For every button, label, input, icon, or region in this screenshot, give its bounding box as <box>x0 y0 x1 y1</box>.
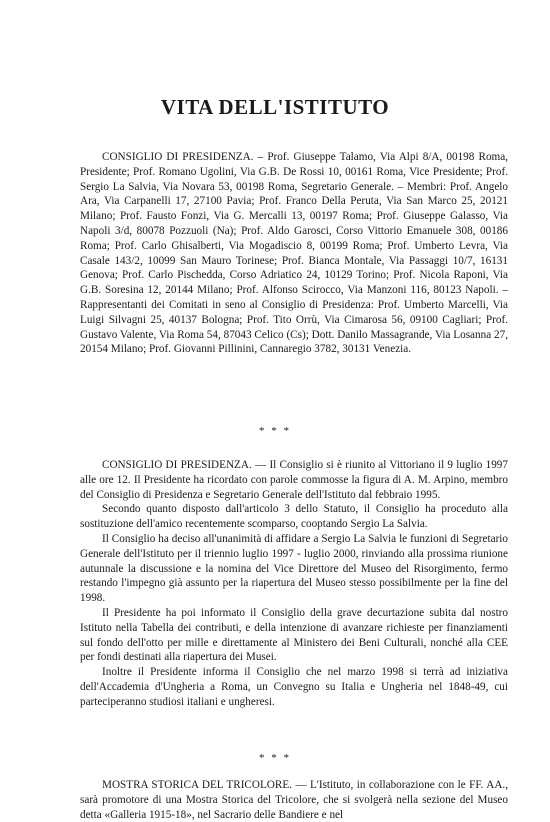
conference-paragraph: Inoltre il Presidente informa il Consiglio che nel marzo 1998 si terrà ad iniziativa dell'Accademia d'Ungheria a Roma, un Convegno su Italia e Ungheria nel 1848-49, cui parteciperanno studiosi italiani e ungheresi. <box>80 666 508 708</box>
page-title: VITA DELL'ISTITUTO <box>160 95 390 119</box>
funding-paragraph: Il Presidente ha poi informato il Consiglio della grave decurtazione subita dal nostro Istituto nella Tabella dei contributi, e della intenzione di avanzare richieste per finanziamenti sul fondo dell'otto per mille e direttamente al Ministero dei Beni Culturali, nonché alla CEE per fondi destinati alla riapertura dei Musei. <box>80 606 508 664</box>
meeting-paragraph <box>80 458 508 502</box>
secretary-paragraph: Il Consiglio ha deciso all'unanimità di affidare a Sergio La Salvia le funzioni di Segretario Generale dell'Istituto per il triennio luglio 1997 - luglio 2000, rinviando alla prossima riunione autunnale la discussione e la nomina del Vice Direttore del Museo del Risorgimento, fermo restando l'impegno già assunto per la riapertura del Museo stesso possibilmente per la fine del 1998. <box>80 532 508 605</box>
membership-paragraph <box>80 150 508 357</box>
statute-paragraph: Secondo quanto disposto dall'articolo 3 dello Statuto, il Consiglio ha proceduto alla sostituzione dell'amico recentemente scomparso, cooptando Sergio La Salvia. <box>80 503 508 531</box>
tricolore-text: — L'Istituto, in collaborazione con le FF. AA., sarà promotore di una Mostra Storica del Tricolore, che si svolgerà nella sezione del Museo detta «Galleria 1915-18», nel Sacrario delle Bandiere e nel <box>80 779 508 821</box>
tricolore-heading: MOSTRA STORICA DEL TRICOLORE. <box>102 779 292 791</box>
membership-text: – Prof. Giuseppe Talamo, Via Alpi 8/A, 00198 Roma, Presidente; Prof. Romano Ugolini, Via G.B. De Rossi 10, 00161 Roma, Vice Presidente; Prof. Sergio La Salvia, Via Novara 53, 00198 Roma, Segretario Generale. – Membri: Prof. Angelo Ara, Via Carpanelli 17, 27100 Pavia; Prof. Franco Della Peruta, Via San Marco 25, 20121 Milano; Prof. Fausto Fonzi, Via G. Mercalli 13, 00197 Roma; Prof. Giuseppe Galasso, Via Napoli 3/d, 80078 Pozzuoli (Na); Prof. Aldo Garosci, Corso Vittorio Emanuele 308, 00186 Roma; Prof. Carlo Ghisalberti, Via Mogadiscio 8, 00199 Roma; Prof. Umberto Levra, Via Casale 143/2, 10099 San Mauro Torinese; Prof. Bianca Montale, Via Passaggi 10/7, 16131 Genova; Prof. Carlo Pischedda, Corso Adriatico 24, 10129 Torino; Prof. Nicola Raponi, Via G.B. Soresina 12, 20144 Milano; Prof. Alfonso Scirocco, Via Manzoni 116, 80123 Napoli. – Rappresentanti dei Comitati in seno al Consiglio di Presidenza: Prof. Umberto Marcelli, Via Luigi Silvagni 25, 40137 Bologna; Prof. Tito Orrù, Via Cimarosa 56, 09100 Cagliari; Prof. Gustavo Valente, Via Roma 54, 87043 Celico (Cs); Dott. Danilo Massagrande, Via Losanna 27, 20154 Milano; Prof. Giovanni Pillinini, Cannaregio 3782, 30131 Venezia. <box>80 151 509 356</box>
membership-heading: CONSIGLIO DI PRESIDENZA. <box>102 151 254 163</box>
meeting-heading: CONSIGLIO DI PRESIDENZA. <box>102 459 252 471</box>
section-council-meeting <box>80 458 508 710</box>
section-separator: * * * <box>259 425 291 437</box>
section-separator: * * * <box>259 752 291 764</box>
meeting-text: — Il Consiglio si è riunito al Vittoriano il 9 luglio 1997 alle ore 12. Il Presidente ha ricordato con parole commosse la figura di A. M. Arpino, membro del Consiglio di Presidenza e Segretario Generale dell'Istituto dal febbraio 1995. <box>80 459 508 501</box>
tricolore-paragraph <box>80 778 508 822</box>
section-tricolore <box>80 778 508 822</box>
section-membership <box>80 150 508 357</box>
